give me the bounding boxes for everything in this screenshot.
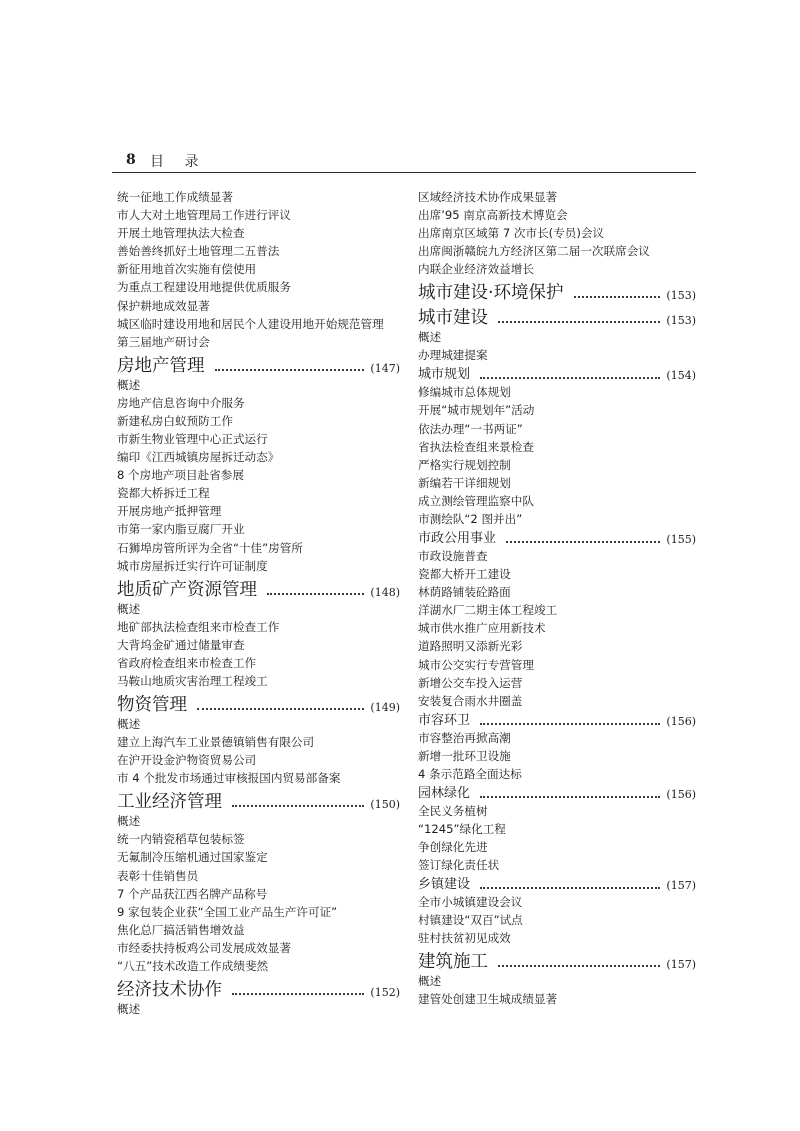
toc-entry: 概述 <box>418 974 442 989</box>
toc-entry: 争创绿化先进 <box>418 840 488 855</box>
toc-heading-title: 建筑施工 <box>418 952 488 973</box>
toc-entry: 内联企业经济效益增长 <box>418 262 534 277</box>
toc-entry: “八五”技术改造工作成绩斐然 <box>117 959 269 974</box>
toc-page-number: (150) <box>370 798 400 812</box>
toc-section-heading <box>117 575 400 600</box>
toc-section-heading <box>418 278 696 303</box>
toc-entry: 城市公交实行专营管理 <box>418 657 534 672</box>
toc-entry: 城市房屋拆迁实行许可证制度 <box>117 558 268 573</box>
toc-leader-dots <box>267 593 364 595</box>
toc-entry: 成立测绘管理监察中队 <box>418 493 534 508</box>
toc-page-number: (148) <box>370 585 400 599</box>
toc-entry: 新建私房白蚁预防工作 <box>117 413 233 428</box>
page-title: 目 录 <box>150 154 207 170</box>
toc-leader-dots <box>480 887 660 889</box>
toc-entry: 房地产信息咨询中介服务 <box>117 395 245 410</box>
toc-entry: 开展“城市规划年”活动 <box>418 403 535 418</box>
toc-leader-dots <box>232 993 364 995</box>
toc-entry: 市 4 个批发市场通过审核报国内贸易部备案 <box>117 771 341 786</box>
toc-entry: 修编城市总体规划 <box>418 385 511 400</box>
toc-entry: 城市供水推广应用新技术 <box>418 621 546 636</box>
toc-leader-dots <box>480 377 660 379</box>
toc-left-column <box>117 188 400 1018</box>
toc-entry: 统一征地工作成绩显著 <box>117 190 233 204</box>
toc-heading-title: 城市规划 <box>418 367 471 383</box>
toc-entry: 出席’95 南京高新技术博览会 <box>418 208 568 223</box>
toc-section-heading <box>117 351 400 376</box>
toc-leader-dots <box>498 321 660 323</box>
toc-entry: 开展土地管理执法大检查 <box>117 226 245 241</box>
toc-entry: 村镇建设“双百”试点 <box>418 913 523 928</box>
toc-entry: 依法办理“一书两证” <box>418 421 523 436</box>
toc-entry: 道路照明又添新光彩 <box>418 639 523 654</box>
toc-entry: 新增一批环卫设施 <box>418 748 511 763</box>
toc-subsection-heading <box>418 710 696 729</box>
toc-entry: 9 家包装企业获“全国工业产品生产许可证” <box>117 904 338 919</box>
toc-entry: 市第一家内脂豆腐厂开业 <box>117 522 245 537</box>
toc-entry: 马鞍山地质灾害治理工程竣工 <box>117 674 268 689</box>
toc-heading-title: 乡镇建设 <box>418 877 471 893</box>
toc-entry: 表彰十佳销售员 <box>117 868 199 883</box>
toc-entry: 7 个产品获江西名牌产品称号 <box>117 886 268 901</box>
toc-entry: 出席闽浙赣皖九方经济区第二届一次联席会议 <box>418 244 650 259</box>
toc-entry: 概述 <box>117 601 141 616</box>
toc-heading-title: 经济技术协作 <box>117 980 222 1001</box>
toc-entry: 概述 <box>117 717 141 732</box>
toc-entry: 概述 <box>117 377 141 392</box>
toc-entry: 4 条示范路全面达标 <box>418 766 522 781</box>
toc-entry: 瓷都大桥开工建设 <box>418 567 511 582</box>
toc-entry: 概述 <box>117 814 141 829</box>
toc-leader-dots <box>506 541 660 543</box>
toc-entry: 市政设施普查 <box>418 548 488 563</box>
toc-leader-dots <box>574 296 661 298</box>
toc-subsection-heading <box>418 528 696 547</box>
toc-section-heading <box>117 690 400 715</box>
toc-right-column <box>418 188 696 1009</box>
page-header <box>112 148 696 173</box>
toc-page-number: (157) <box>666 958 696 972</box>
toc-entry: 8 个房地产项目赴省参展 <box>117 468 244 483</box>
toc-entry: 全民义务植树 <box>418 803 488 818</box>
toc-entry: 市人大对土地管理局工作进行评议 <box>117 208 291 223</box>
toc-page-number: (149) <box>370 701 400 715</box>
toc-entry: 安装复合雨水井圈盖 <box>418 693 523 708</box>
toc-page-number: (153) <box>666 289 696 303</box>
toc-entry: 第三届地产研讨会 <box>117 334 210 349</box>
toc-entry: 严格实行规划控制 <box>418 457 511 472</box>
toc-entry: 省执法检查组来景检查 <box>418 439 534 454</box>
toc-entry: 区域经济技术协作成果显著 <box>418 190 558 204</box>
toc-section-heading <box>418 303 696 328</box>
toc-entry: 地矿部执法检查组来市检查工作 <box>117 619 280 634</box>
toc-entry: 无氟制冷压缩机通过国家鉴定 <box>117 850 268 865</box>
toc-leader-dots <box>498 965 660 967</box>
toc-page-number: (157) <box>666 879 696 893</box>
toc-entry: “1245”绿化工程 <box>418 821 506 836</box>
toc-entry: 概述 <box>418 330 442 345</box>
toc-entry: 编印《江西城镇房屋拆迁动态》 <box>117 450 280 465</box>
toc-entry: 市测绘队“2 图并出” <box>418 511 523 526</box>
page-number: 8 <box>126 152 136 168</box>
toc-entry: 大背坞金矿通过储量审查 <box>117 637 245 652</box>
toc-entry: 出席南京区域第 7 次市长(专员)会议 <box>418 226 605 241</box>
toc-heading-title: 园林绿化 <box>418 785 471 801</box>
toc-entry: 新增公交车投入运营 <box>418 675 523 690</box>
toc-entry: 焦化总厂搞活销售增效益 <box>117 922 245 937</box>
toc-subsection-heading <box>418 783 696 802</box>
toc-entry: 善始善终抓好土地管理二五普法 <box>117 244 280 259</box>
toc-section-heading <box>117 787 400 812</box>
toc-entry: 林荫路铺装砼路面 <box>418 585 511 600</box>
toc-page-number: (154) <box>666 369 696 383</box>
toc-page-number: (152) <box>370 986 400 1000</box>
toc-heading-title: 市政公用事业 <box>418 530 497 546</box>
toc-leader-dots <box>480 796 660 798</box>
toc-page-number: (156) <box>666 714 696 728</box>
toc-entry: 省政府检查组来市检查工作 <box>117 655 257 670</box>
toc-entry: 建管处创建卫生城成绩显著 <box>418 992 558 1007</box>
toc-entry: 签订绿化责任状 <box>418 858 500 873</box>
toc-entry: 新征用地首次实施有偿使用 <box>117 262 257 277</box>
toc-subsection-heading <box>418 364 696 383</box>
toc-page-number: (155) <box>666 532 696 546</box>
toc-heading-title: 物资管理 <box>117 695 187 716</box>
toc-entry: 瓷都大桥拆迁工程 <box>117 486 210 501</box>
toc-page-number: (147) <box>370 361 400 375</box>
toc-entry: 办理城建提案 <box>418 348 488 363</box>
toc-entry: 石狮埠房管所评为全省“十佳”房管所 <box>117 540 303 555</box>
toc-entry: 为重点工程建设用地提供优质服务 <box>117 280 291 295</box>
toc-heading-title: 工业经济管理 <box>117 792 222 813</box>
toc-entry: 全市小城镇建设会议 <box>418 895 523 910</box>
toc-leader-dots <box>232 805 364 807</box>
toc-leader-dots <box>215 369 365 371</box>
toc-heading-title: 城市建设 <box>418 308 488 329</box>
toc-leader-dots <box>197 708 364 710</box>
toc-entry: 开展房地产抵押管理 <box>117 504 222 519</box>
toc-leader-dots <box>480 723 660 725</box>
toc-entry: 市新生物业管理中心正式运行 <box>117 432 268 447</box>
toc-subsection-heading <box>418 874 696 893</box>
toc-entry: 市经委扶持板鸡公司发展成效显著 <box>117 940 291 955</box>
toc-heading-title: 房地产管理 <box>117 355 205 376</box>
toc-entry: 新编若干详细规划 <box>418 475 511 490</box>
toc-entry: 在沪开设金沪物资贸易公司 <box>117 753 257 768</box>
toc-entry: 城区临时建设用地和居民个人建设用地开始规范管理 <box>117 316 384 331</box>
toc-entry: 洋湖水厂二期主体工程竣工 <box>418 603 558 618</box>
toc-entry: 市容整治再掀高潮 <box>418 730 511 745</box>
toc-heading-title: 地质矿产资源管理 <box>117 579 257 600</box>
toc-entry: 统一内销瓷稻草包装标签 <box>117 832 245 847</box>
toc-page-number: (153) <box>666 314 696 328</box>
toc-entry: 建立上海汽车工业景德镇销售有限公司 <box>117 735 315 750</box>
toc-section-heading <box>418 947 696 972</box>
toc-entry: 保护耕地成效显著 <box>117 298 210 313</box>
toc-heading-title: 市容环卫 <box>418 712 471 728</box>
toc-section-heading <box>117 975 400 1000</box>
toc-page-number: (156) <box>666 787 696 801</box>
toc-entry: 驻村扶贫初见成效 <box>418 931 511 946</box>
toc-entry: 概述 <box>117 1002 141 1017</box>
toc-heading-title: 城市建设·环境保护 <box>418 283 564 304</box>
